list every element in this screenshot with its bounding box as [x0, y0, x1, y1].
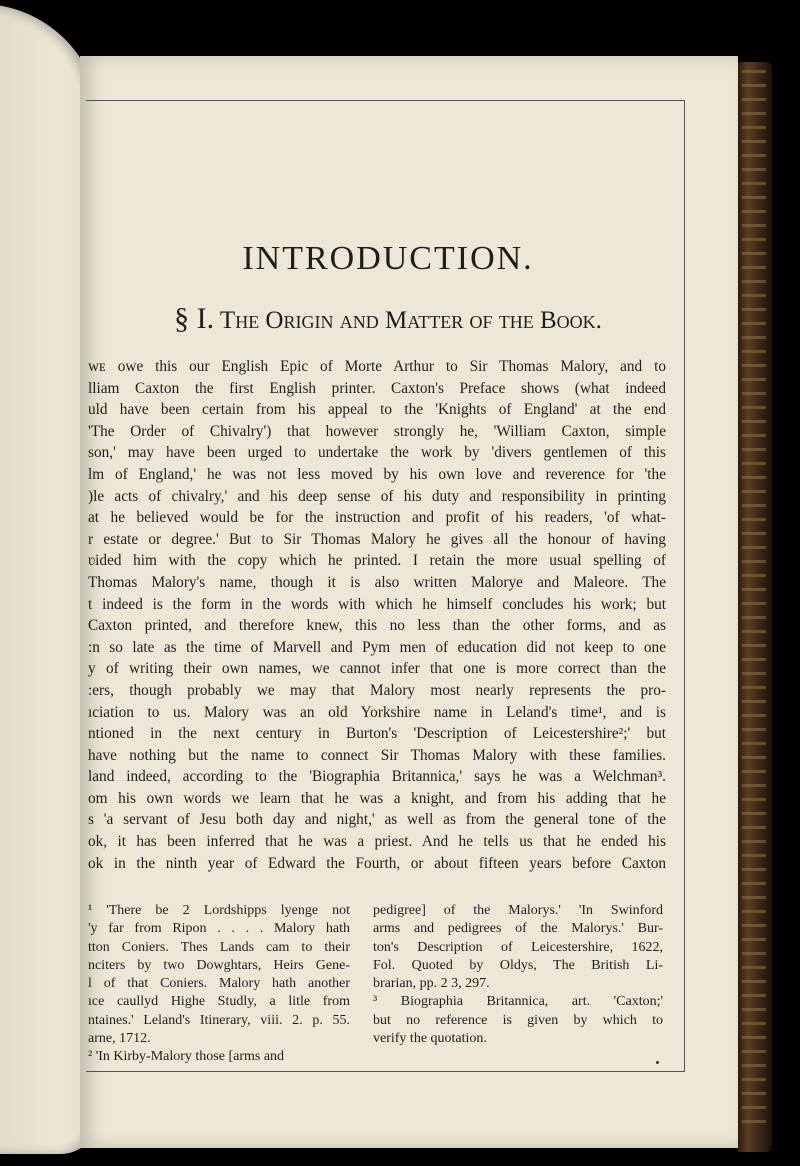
footnote-line: but no reference is given by which to — [373, 1012, 663, 1028]
footnote-line: l of that Coniers. Malory hath another — [88, 976, 350, 992]
body-line: lliam Caxton the first English printer. Caxton's Preface shows (what indeed — [88, 379, 666, 397]
body-line: r estate or degree.' But to Sir Thomas Malory he gives all the honour of having — [88, 530, 666, 548]
footnote-line: arms and pedigrees of the Malorys.' Bur- — [373, 921, 663, 937]
body-line: Thomas Malory's name, though it is also written Malorye and Maleore. The — [88, 573, 666, 591]
body-line: ntioned in the next century in Burton's 'Description of Leicestershire²;' but — [88, 725, 666, 743]
footnote-line: nciters by two Dowghtars, Heirs Gene- — [88, 957, 350, 973]
footnote-line: pedigree] of the Malorys.' 'In Swinford — [373, 903, 663, 918]
footnote-line: ıce caullyd Highe Studly, a litle from — [88, 994, 350, 1010]
footnote-line: tton Coniers. Thes Lands cam to their — [88, 939, 350, 955]
footnote-line: ² 'In Kirby-Malory those [arms and — [88, 1049, 285, 1065]
body-line: )le acts of chivalry,' and his deep sense of his duty and responsibility in printing — [88, 487, 666, 505]
body-line: lm of England,' he was not less moved by his own love and reverence for 'the — [88, 465, 666, 483]
body-line: :n so late as the time of Marvell and Pym men of education did not keep to one — [88, 638, 666, 656]
body-line: 'The Order of Chivalry') that however strongly he, 'William Caxton, simple — [88, 422, 666, 440]
body-line: ʋided him with the copy which he printed. I retain the more usual spelling of — [88, 552, 666, 570]
spine-ornament — [742, 70, 766, 1130]
footnote-line: 'y far from Ripon . . . . Malory hath — [88, 921, 350, 937]
body-text — [88, 356, 666, 874]
footnote-line: Fol. Quoted by Oldys, The British Li- — [373, 957, 663, 973]
body-line: land indeed, according to the 'Biographia Britannica,' says he was a Welchman³. — [88, 768, 666, 786]
body-line: have nothing but the name to connect Sir Thomas Malory with these families. — [88, 746, 666, 764]
footnote-line: brarian, pp. 2 3, 297. — [373, 976, 490, 992]
body-line: ok in the ninth year of Edward the Fourth, or about fifteen years before Caxton — [88, 854, 666, 872]
page-mark — [656, 1061, 659, 1064]
footnote-line: ntaines.' Leland's Itinerary, viii. 2. p. 55. — [88, 1012, 350, 1028]
body-line: y of writing their own names, we cannot infer that one is more correct than the — [88, 660, 666, 678]
body-line: s 'a servant of Jesu both day and night,' as well as from the general tone of the — [88, 811, 666, 829]
chapter-heading: INTRODUCTION. — [242, 240, 534, 277]
section-mark: § I. — [174, 302, 215, 335]
body-line: at he believed would be for the instruction and profit of his readers, 'of what- — [88, 509, 666, 527]
section-heading — [90, 302, 686, 336]
body-line: t indeed is the form in the words with which he himself concludes his work; but — [88, 595, 666, 613]
footnotes-right-column — [373, 902, 663, 1048]
body-line: ıciation to us. Malory was an old Yorkshire name in Leland's time¹, and is — [88, 703, 666, 721]
body-line: :ers, though probably we may that Malory most nearly represents the pro- — [88, 681, 666, 699]
footnote-line: arne, 1712. — [88, 1031, 151, 1047]
footnotes-left-column — [88, 902, 350, 1067]
body-line: son,' may have been urged to undertake the work by 'divers gentlemen of this — [88, 444, 666, 462]
footnote-line: ³ Biographia Britannica, art. 'Caxton;' — [373, 994, 663, 1010]
footnote-line: ton's Description of Leicestershire, 1622, — [373, 939, 663, 955]
body-line: ᴡᴇ owe this our English Epic of Morte Arthur to Sir Thomas Malory, and to — [88, 358, 666, 375]
footnote-line: verify the quotation. — [373, 1031, 487, 1047]
footnote-line: ¹ 'There be 2 Lordshipps lyenge not — [88, 903, 350, 918]
body-line: ok, it has been inferred that he was a priest. And he tells us that he ended his — [88, 833, 666, 851]
body-line: om his own words we learn that he was a knight, and from his adding that he — [88, 789, 666, 807]
section-title: The Origin and Matter of the Book. — [219, 307, 602, 334]
body-line: Caxton printed, and therefore knew, this no less than the other forms, and as — [88, 617, 666, 635]
body-line: uld have been certain from his appeal to the 'Knights of England' at the end — [88, 401, 666, 419]
